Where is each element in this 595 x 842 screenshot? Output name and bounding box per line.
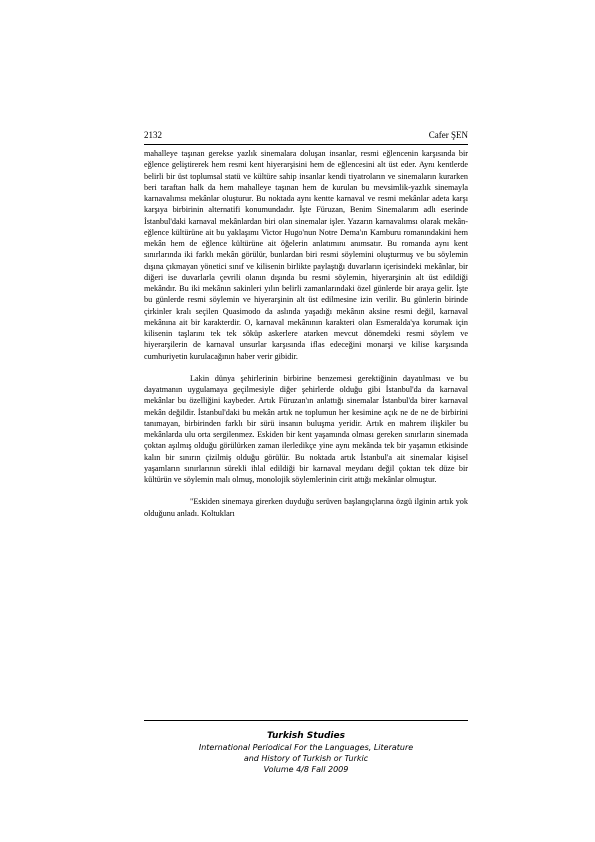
journal-subtitle-2: and History of Turkish or Turkic [243,754,369,763]
journal-volume: Volume 4/8 Fall 2009 [263,765,349,774]
article-body [144,148,468,519]
author-name: Cafer ŞEN [428,130,468,140]
page-content [144,130,468,519]
paragraph-1: mahalleye taşınan gerekse yazlık sinemalara doluşan insanlar, resmi eğlencenin karşısında bir eğlence geliştirerek hem resmi kent hiyerarşisini hem de eğlencesini alt üst eder. Aynı kentlerde belirli bir üst toplumsal statü ve kültüre sahip insanlar kendi tiyatroların ve sinemaların kurarken beri taraftan halk da hem mahalleye taşınan hem de kurulan bu mevsimlik-yazlık sinemayla karnavalımsı mekânlar oluşturur. Bu noktada aynı kentte karnaval ve resmi mekânlar adeta karşı karşıya birbirinin alternatifi konumundadır. İşte Füruzan, Benim Sinemalarım adlı eserinde İstanbul'daki karnaval mekânlardan biri olan sinemalar işler. Yazarın karnavalımsı olarak mekân-eğlence kültürüne ait bu yaklaşımı Victor Hugo'nun Notre Dema'ın Kamburu romanındakini hem mekân hem de eğlence kültürüne ait öğelerin anlatımını anımsatır. Bu romanda aynı kent sınırlarında iki farklı mekân görülür, bunlardan biri resmi söylemini oluşturmuş ve bu söylemin dışına çıkmayan yönetici sınıf ve kilisenin birlikte paylaştığı duvarların içerisindeki mekânlar, bir diğeri ise duvarlarla çevrili olanın dışında bu resmi söylemin, hiyerarşinin alt üst edildiği mekândır. Bu iki mekânın sakinleri yılın belirli zamanlarındaki özel günlerde bir araya gelir. İşte bu günlerde resmi söylemin ve hiyerarşinin alt üst edilmesine izin verilir. Bu günlerin birinde çirkinler kralı seçilen Quasimodo da aslında yaşadığı mekânın aksine resmi değil, karnaval mekânına ait bir karakterdir. O, karnaval mekânının karakteri olan Esmeralda'ya korumak için kilisenin taşlarını tek tek söküp askerlere atarken mevcut dönemdeki resmi söylem ve hiyerarşilerin de karnaval unsurlar karşısında iflas edeceğini monarşi ve kilise karşısında cumhuriyetin kurulacağının haber verir gibidir. [144,149,468,361]
journal-footer [144,720,468,775]
journal-subtitle-1: International Periodical For the Languages, Literature [198,743,414,752]
footer-rule [144,720,468,721]
running-header [144,130,468,141]
page-number: 2132 [144,130,162,140]
header-rule [144,144,468,145]
journal-name: Turkish Studies [267,731,345,741]
paragraph-3: "Eskiden sinemaya girerken duyduğu serüven başlangıçlarına özgü ilginin artık yok olduğunu anladı. Koltukları [144,497,468,518]
paragraph-2: Lakin dünya şehirlerinin birbirine benzemesi gerektiğinin dayatılması ve bu dayatmanın uygulamaya geçilmesiyle diğer şehirlerde olduğu gibi İstanbul'da da karnaval mekânlar bu özelliğini kaybeder. Artık Füruzan'ın anlattığı sinemalar İstanbul'da birer karnaval mekân değildir. İstanbul'daki bu mekân artık ne toplumun her kesimine açık ne de ne de birbirini tanımayan, birbirinden farklı bir sürü insanın buluşma yeridir. Artık en mahrem ilişkiler bu mekânlarda ulu orta sergilenmez. Eskiden bir kent yaşamında olması gereken sınırların sinemada çoktan aşılmış olduğu görülürken zaman ilerledikçe yine aynı mekânda tek bir yaşamın etkisinde kalın bir sınırın çizilmiş olduğu görülür. Bu noktada artık İstanbul'a ait sinemalar kişisel yaşamların sınırlarının sürekli ihlal edildiği bir karnaval meydanı değil çoktan tek düze bir kültürün ve söylemin malı olmuş, monolojik söylemlerinin cirit attığı mekânlar olmuştur. [144,373,468,484]
